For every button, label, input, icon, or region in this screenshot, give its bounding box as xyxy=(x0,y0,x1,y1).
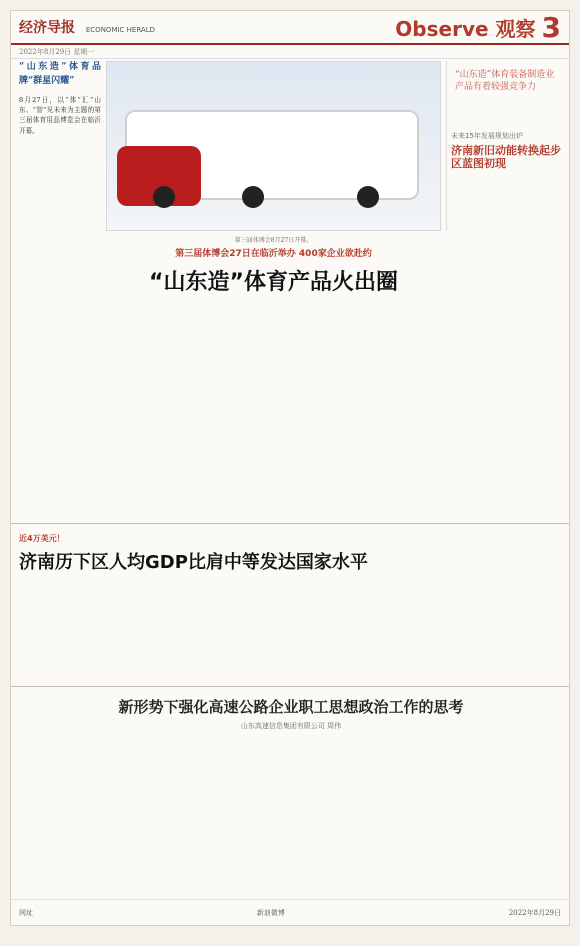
truck-wheel xyxy=(357,186,379,208)
bottom-byline: 山东高速信息集团有限公司 周伟 xyxy=(240,722,342,730)
right-headline: 济南新旧动能转换起步区蓝图初现 xyxy=(451,144,561,171)
footer xyxy=(11,899,569,925)
truck-wheel xyxy=(153,186,175,208)
section-title: Observe 观察 xyxy=(395,16,536,41)
hero-photo xyxy=(106,61,441,244)
masthead-meta: 2022年8月29日 星期一 xyxy=(11,45,569,59)
right-column-headline-block xyxy=(451,131,563,170)
hero-caption: 第三届体博会8月27日开幕。 xyxy=(234,237,313,244)
bottom-headline: 新形势下强化高速公路企业职工思想政治工作的思考 xyxy=(118,698,464,716)
mid-kicker: 近4万美元！ xyxy=(19,534,65,543)
paper-name-en: ECONOMIC HERALD xyxy=(85,26,156,34)
mid-headline-block xyxy=(19,533,459,574)
right-kicker: 未来15年发展规划出炉 xyxy=(451,132,523,140)
page-number: 3 xyxy=(541,10,561,44)
mid-headline: 济南历下区人均GDP比肩中等发达国家水平 xyxy=(19,552,368,573)
section-divider xyxy=(11,686,569,687)
left-column-body: 8月27日，以“体”汇“山东、“智”见未来为主题的第三届体育用品博览会在临沂开幕。 xyxy=(19,95,101,135)
bottom-headline-block xyxy=(19,696,563,731)
section-divider xyxy=(11,523,569,524)
left-column xyxy=(19,61,101,481)
masthead xyxy=(11,11,569,45)
paper-brand xyxy=(19,17,155,37)
truck-illustration xyxy=(125,110,419,200)
footer-left: 网址 xyxy=(19,908,33,917)
page-grid xyxy=(11,61,569,899)
newspaper-page xyxy=(10,10,570,926)
left-column-subhead: “山东造”体育品牌“群星闪耀” xyxy=(19,62,101,86)
paper-name: 经济导报 xyxy=(19,20,75,36)
lead-headline: “山东造”体育产品火出圈 xyxy=(149,270,398,295)
truck-wheel xyxy=(242,186,264,208)
lead-kicker: 第三届体博会27日在临沂举办 400家企业欲赴约 xyxy=(175,249,372,259)
footer-mid: 新浪微博 xyxy=(256,908,285,917)
pull-quote-text: “山东造”体育装备制造业产品有着较强竞争力 xyxy=(455,70,555,93)
lead-headline-block xyxy=(106,246,441,296)
footer-right: 2022年8月29日 xyxy=(508,908,561,917)
